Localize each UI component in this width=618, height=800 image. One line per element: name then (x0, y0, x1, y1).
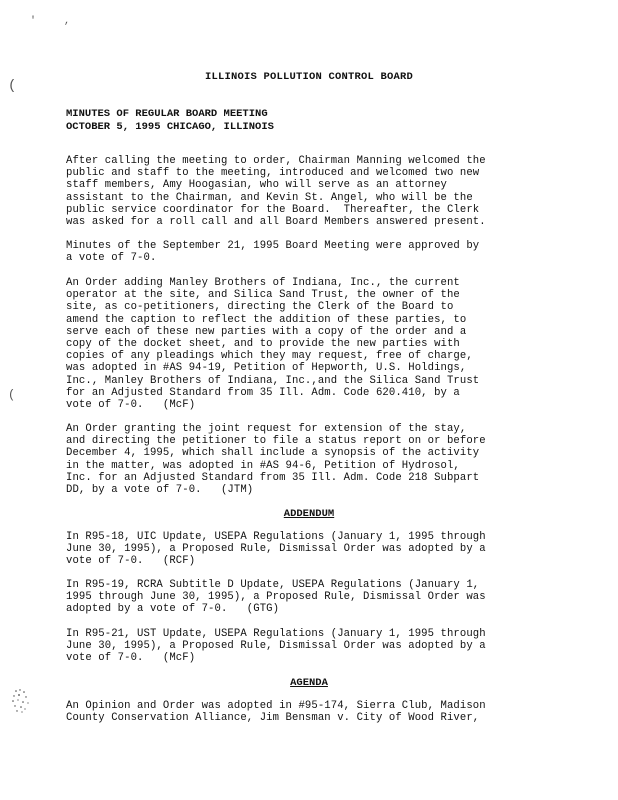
scan-noise-icon (10, 688, 32, 714)
meeting-date-location: OCTOBER 5, 1995 CHICAGO, ILLINOIS (66, 121, 274, 133)
agenda-heading: AGENDA (290, 677, 328, 689)
addendum-heading: ADDENDUM (283, 508, 335, 520)
manley-order-paragraph: An Order adding Manley Brothers of Indiana, Inc., the current operator at the site, and Silica Sand Trust, the owner of the site, as co-petitioners, directing the Clerk of the Board to amend the caption to reflect the addition of these parties, to serve each of these new parties with a copy of the order and a copy of the docket sheet, and to provide the new parties with copies of any pleadings which they may request, free of charge, was adopted in #AS 94-19, Petition of Hepworth, U.S. Holdings, Inc., Manley Brothers of Indiana, Inc.,and the Silica Sand Trust for an Adjusted Standard from 35 Ill. Adm. Code 620.410, by a vote of 7-0. (McF) (66, 277, 480, 412)
scan-mark: , (64, 16, 71, 27)
minutes-heading: MINUTES OF REGULAR BOARD MEETING (66, 108, 268, 120)
agenda-item: An Opinion and Order was adopted in #95-174, Sierra Club, Madison County Conservation Alliance, Jim Bensman v. City of Wood River, (66, 700, 486, 725)
addendum-item: In R95-18, UIC Update, USEPA Regulations (January 1, 1995 through June 30, 1995), a Proposed Rule, Dismissal Order was adopted by a vote of 7-0. (RCF) (66, 531, 486, 568)
board-title: ILLINOIS POLLUTION CONTROL BOARD (204, 71, 414, 83)
scan-mark: ( (8, 78, 17, 94)
hydrosol-order-paragraph: An Order granting the joint request for extension of the stay, and directing the petitioner to file a status report on or before December 4, 1995, which shall include a synopsis of the activity in the matter, was adopted in #AS 94-6, Petition of Hydrosol, Inc. for an Adjusted Standard from 35 Ill. Adm. Code 218 Subpart DD, by a vote of 7-0. (JTM) (66, 423, 486, 497)
scan-mark: ( (8, 388, 16, 402)
scan-mark: ' (30, 16, 37, 27)
minutes-approval-paragraph: Minutes of the September 21, 1995 Board Meeting were approved by a vote of 7-0. (66, 240, 480, 265)
addendum-item: In R95-21, UST Update, USEPA Regulations (January 1, 1995 through June 30, 1995), a Proposed Rule, Dismissal Order was adopted by a vote of 7-0. (McF) (66, 628, 486, 665)
opening-paragraph: After calling the meeting to order, Chairman Manning welcomed the public and staff to the meeting, introduced and welcomed two new staff members, Amy Hoogasian, who will serve as an attorney assistant to the Chairman, and Kevin St. Angel, who will be the public service coordinator for the Board. Thereafter, the Clerk was asked for a roll call and all Board Members answered present. (66, 155, 486, 229)
addendum-item: In R95-19, RCRA Subtitle D Update, USEPA Regulations (January 1, 1995 through June 30, 1995), a Proposed Rule, Dismissal Order was adopted by a vote of 7-0. (GTG) (66, 579, 486, 616)
